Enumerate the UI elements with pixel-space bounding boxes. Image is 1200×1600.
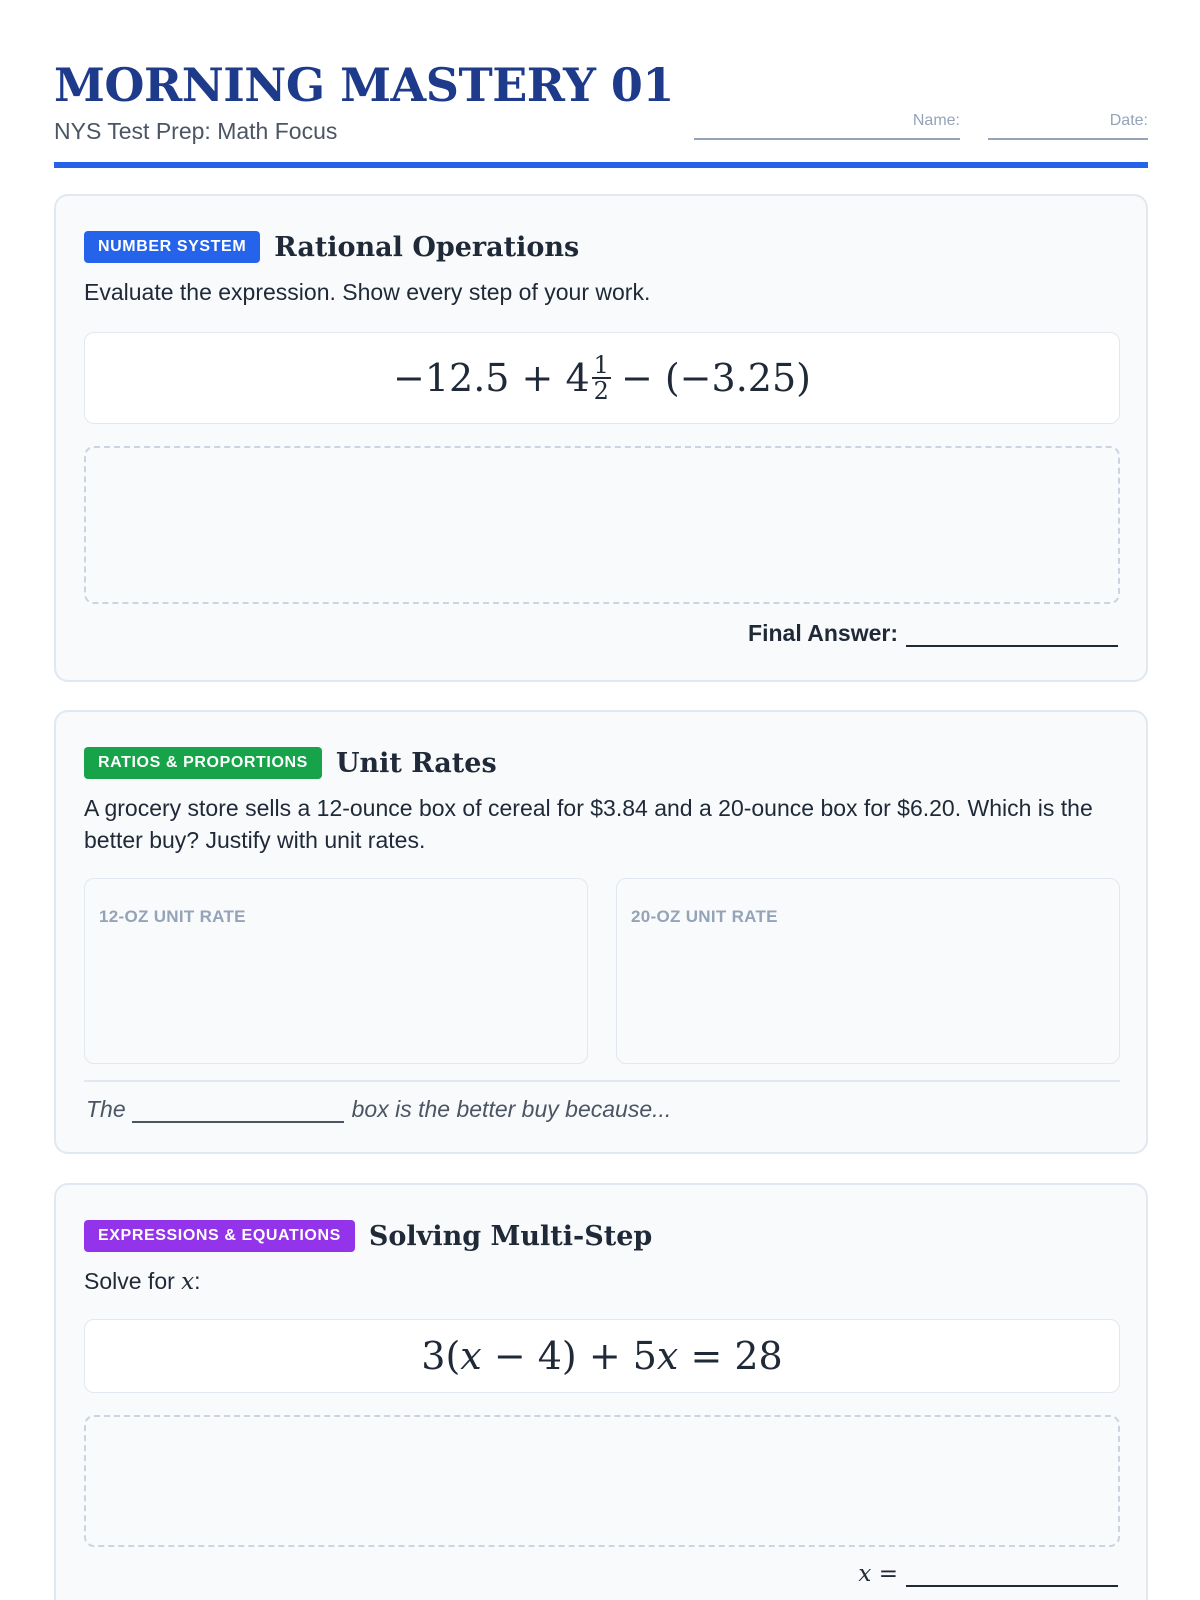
question-prompt: [84, 1265, 1114, 1298]
equation-part: − 4) + 5: [481, 1334, 657, 1378]
fraction-denominator: 2: [593, 377, 609, 405]
final-answer-label: Final Answer:: [748, 620, 898, 646]
question-prompt: A grocery store sells a 12-ounce box of cereal for $3.84 and a 20-ounce box for $6.20. Which is the better buy? Justify with unit rates.: [84, 795, 1093, 853]
category-badge: NUMBER SYSTEM: [84, 231, 260, 263]
equation-variable: x: [656, 1334, 679, 1378]
page-title: MORNING MASTERY 01: [54, 58, 674, 112]
section-header: [84, 746, 497, 780]
prompt-text: Solve for: [84, 1268, 175, 1294]
date-label: Date:: [1109, 112, 1148, 129]
section-title: Solving Multi-Step: [368, 1220, 653, 1252]
expression-part: −12.5 + 4: [393, 356, 590, 400]
work-area[interactable]: [84, 1415, 1120, 1547]
fraction-numerator: 1: [593, 351, 609, 379]
section-rational-operations: [54, 194, 1148, 682]
section-title: Unit Rates: [335, 747, 497, 779]
equation-part: = 28: [678, 1334, 783, 1378]
answer-row: [858, 1561, 1118, 1587]
sentence-start: The: [86, 1096, 126, 1122]
worksheet-header: [54, 0, 1148, 168]
divider: [84, 1080, 1120, 1082]
name-label: Name:: [912, 112, 960, 129]
unit-rate-label: 12-OZ UNIT RATE: [99, 907, 246, 926]
unit-rate-label: 20-OZ UNIT RATE: [631, 907, 778, 926]
equation-variable: x: [460, 1334, 482, 1378]
section-header: [84, 1219, 652, 1253]
prompt-colon: :: [194, 1268, 201, 1294]
date-field[interactable]: [988, 112, 1148, 140]
fraction: [592, 353, 611, 403]
better-buy-blank[interactable]: [132, 1103, 344, 1123]
expression-part: − (−3.25): [620, 356, 811, 400]
final-answer-blank[interactable]: [906, 625, 1118, 647]
expression-box: [84, 332, 1120, 424]
final-answer-row: [748, 620, 1118, 647]
category-badge: EXPRESSIONS & EQUATIONS: [84, 1220, 355, 1252]
section-header: [84, 230, 579, 264]
work-area[interactable]: [84, 446, 1120, 604]
math-expression: [393, 353, 811, 403]
answer-variable: x: [858, 1561, 872, 1587]
answer-blank[interactable]: [906, 1567, 1118, 1587]
math-equation: [421, 1334, 782, 1378]
unit-rate-box-12oz[interactable]: [84, 878, 588, 1064]
equation-part: 3(: [421, 1334, 461, 1378]
equation-box: [84, 1319, 1120, 1393]
section-unit-rates: [54, 710, 1148, 1154]
section-solving-multi-step: [54, 1183, 1148, 1600]
worksheet-page: [54, 0, 1148, 1587]
unit-rate-box-20oz[interactable]: [616, 878, 1120, 1064]
question-prompt: Evaluate the expression. Show every step of your work.: [84, 279, 651, 305]
section-title: Rational Operations: [274, 231, 580, 263]
sentence-end: box is the better buy because...: [351, 1096, 672, 1122]
prompt-variable: x: [181, 1269, 195, 1295]
category-badge: RATIOS & PROPORTIONS: [84, 747, 322, 779]
conclusion-sentence: [86, 1096, 671, 1123]
answer-equals: =: [871, 1561, 898, 1587]
name-field[interactable]: [694, 112, 960, 140]
page-subtitle: NYS Test Prep: Math Focus: [54, 118, 338, 144]
